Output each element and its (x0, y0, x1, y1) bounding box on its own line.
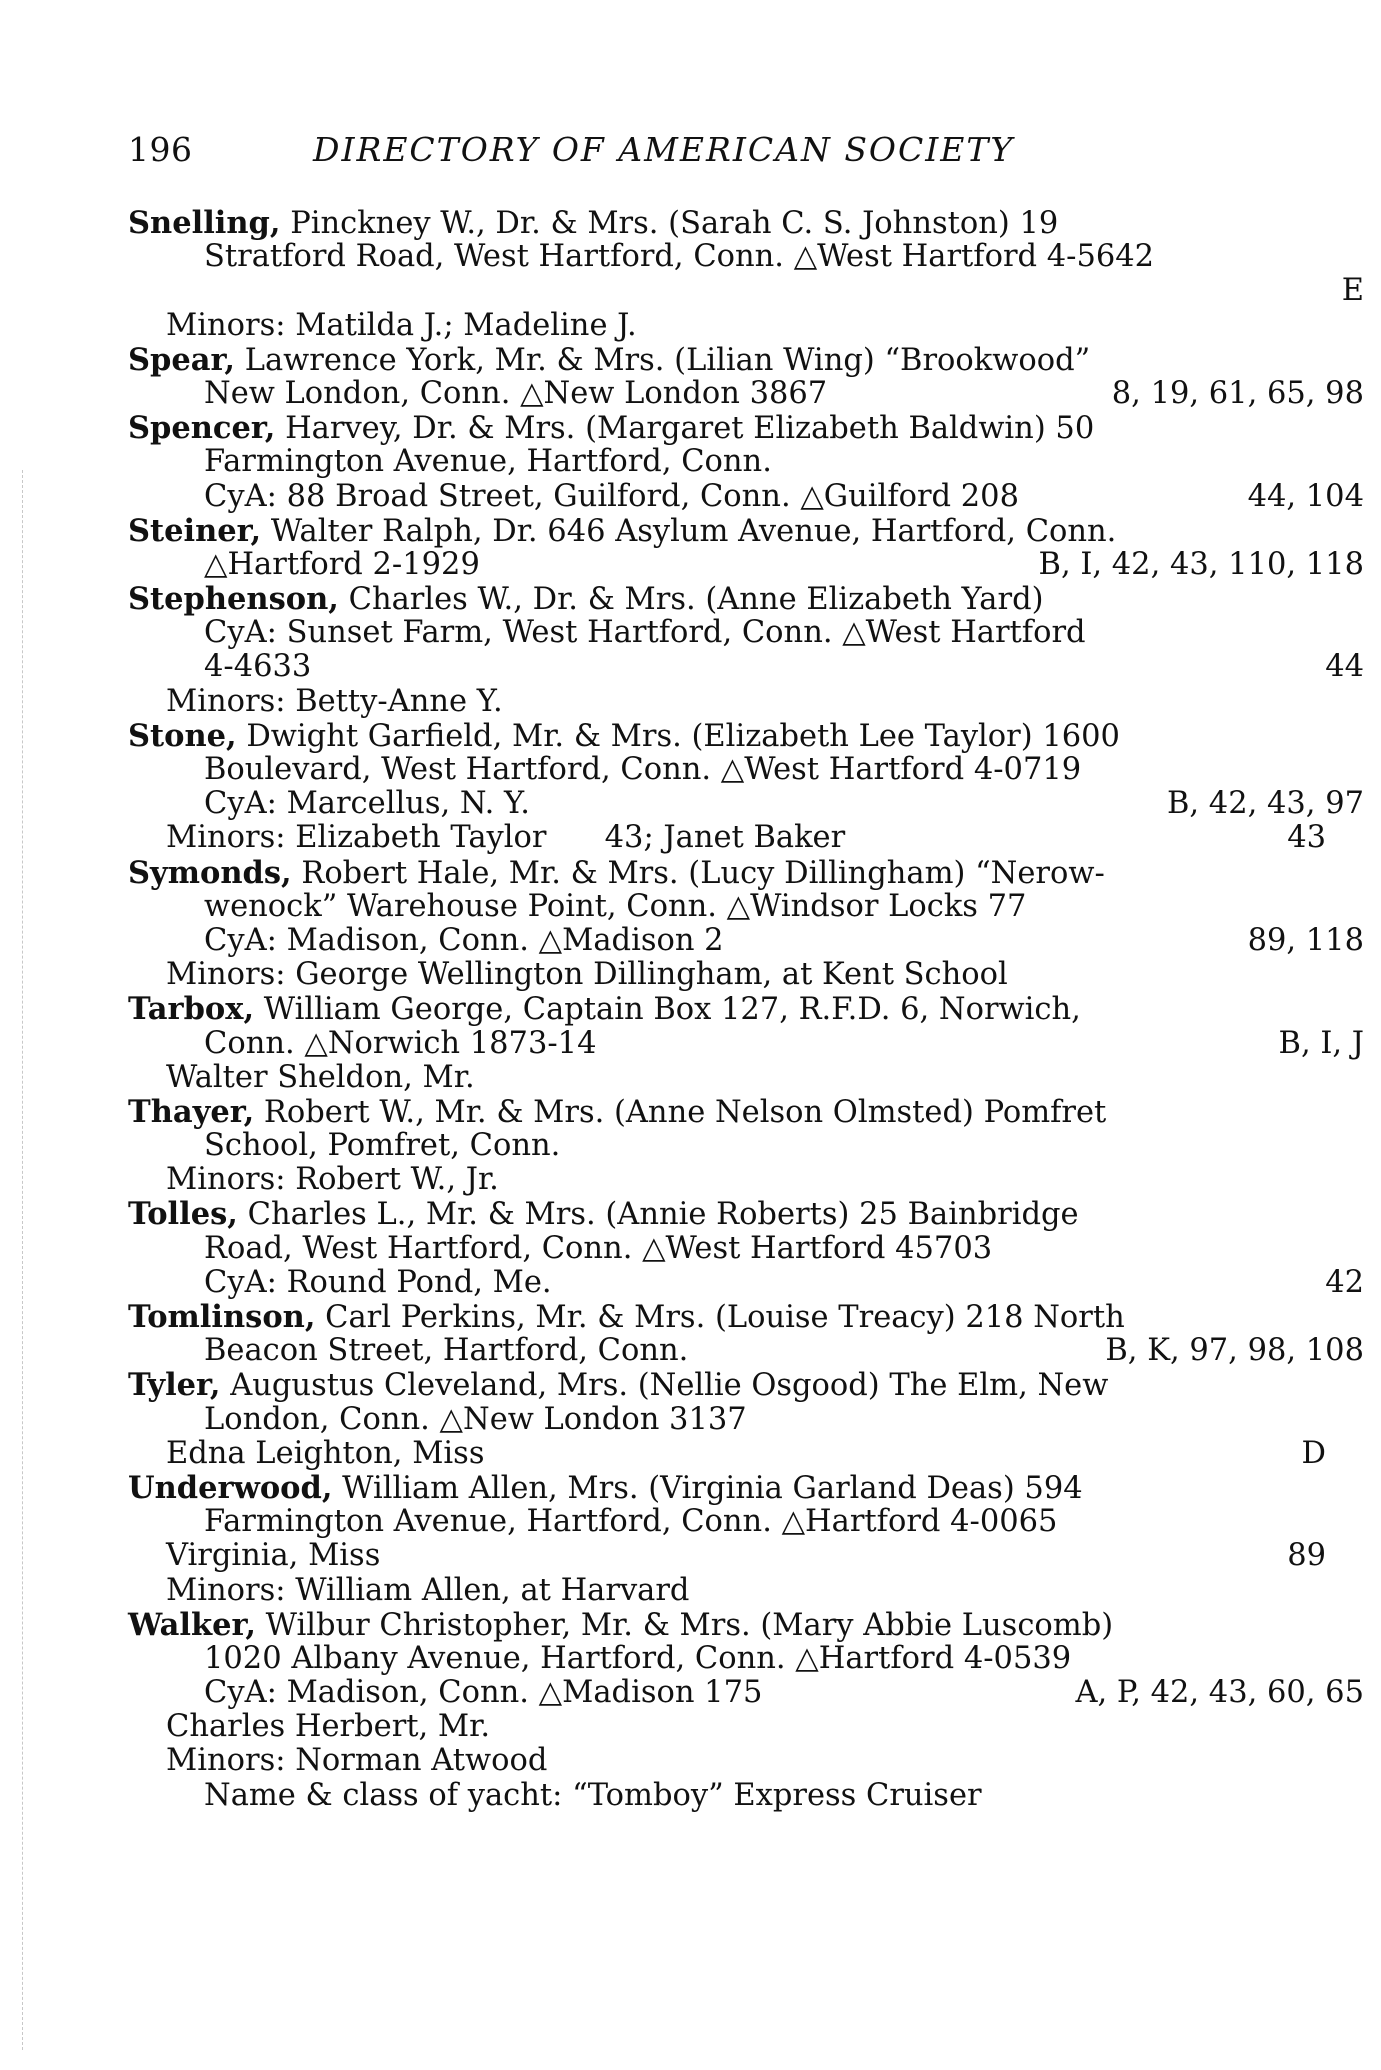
entry-codes: B, I, 42, 43, 110, 118 (1038, 546, 1364, 582)
entry-line (128, 1368, 1288, 1402)
entry-text (128, 411, 1094, 446)
entry-text (204, 787, 530, 821)
entry-body: Farmington Avenue, Hartford, Conn. △Hartford 4-0065 (204, 1504, 1058, 1540)
entry-body: Wilbur Christopher, Mr. & Mrs. (Mary Abbie Luscomb) (255, 1607, 1114, 1643)
entry-line (128, 1197, 1288, 1231)
entry-body: Charles L., Mr. & Mrs. (Annie Roberts) 25 Bainbridge (237, 1197, 1079, 1233)
entry-codes: 89, 118 (1247, 922, 1364, 958)
entry-line (128, 1779, 1364, 1813)
entry-text (166, 1574, 689, 1608)
entry-text (204, 377, 827, 411)
entry-surname: Steiner, (128, 512, 262, 549)
entry-body: CyA: Madison, Conn. △Madison 175 (204, 1675, 763, 1711)
entry-body: Harvey, Dr. & Mrs. (Margaret Elizabeth Baldwin) 50 (275, 411, 1095, 447)
entry-body: Charles Herbert, Mr. (166, 1709, 491, 1745)
entry-line (128, 616, 1364, 650)
entry-line (128, 719, 1288, 753)
entry-text (128, 582, 1044, 617)
entry-body: Minors: Elizabeth Taylor 43; Janet Baker (166, 820, 846, 856)
entry-text (128, 856, 1105, 891)
entry-line (128, 1095, 1288, 1129)
entry-body: Minors: George Wellington Dillingham, at Kent School (166, 957, 1008, 993)
entry-surname: Tolles, (128, 1196, 238, 1233)
entry-line (128, 1608, 1288, 1642)
entry-body: New London, Conn. △New London 3867 (204, 375, 828, 411)
entry-text (128, 206, 1058, 241)
entry-line (128, 1129, 1364, 1163)
entry-line (128, 1027, 1364, 1061)
entry-surname: Tarbox, (128, 991, 255, 1028)
entry-body: Augustus Cleveland, Mrs. (Nellie Osgood) The Elm, New (220, 1368, 1109, 1404)
entry-codes: E (1341, 273, 1364, 309)
entry-line (128, 1710, 1326, 1744)
entry-text (166, 1061, 475, 1095)
entry-body: Walter Sheldon, Mr. (166, 1059, 475, 1095)
entry-line (128, 1334, 1364, 1368)
entry-text (204, 1334, 688, 1368)
entry-body: Conn. △Norwich 1873-14 (204, 1025, 597, 1061)
entry-line (128, 1676, 1364, 1710)
entry-text (128, 992, 1081, 1027)
entry-body: Stratford Road, West Hartford, Conn. △West Hartford 4-5642 (204, 239, 1155, 275)
entry-line (128, 1642, 1364, 1676)
entry-codes: 8, 19, 61, 65, 98 (1111, 375, 1364, 411)
page-edge-line (22, 470, 23, 2050)
entry-body: Virginia, Miss (166, 1538, 381, 1574)
entry-line (128, 1539, 1326, 1573)
entry-text (128, 1368, 1108, 1403)
entry-line (128, 240, 1364, 274)
entry-text (128, 1471, 1083, 1506)
entry-line (128, 1471, 1288, 1505)
entry-line (128, 992, 1288, 1026)
entry-text (128, 1095, 1106, 1130)
entry-surname: Stephenson, (128, 581, 339, 618)
entry-line (128, 274, 1364, 308)
entry-body: Robert Hale, Mr. & Mrs. (Lucy Dillingham) “Nerow- (291, 855, 1105, 891)
entry-text (204, 1676, 762, 1710)
entry-line (128, 445, 1364, 479)
entry-body: William Allen, Mrs. (Virginia Garland Deas) 594 (332, 1470, 1083, 1506)
entry-line (128, 1061, 1326, 1095)
entry-surname: Symonds, (128, 854, 292, 891)
entry-surname: Tomlinson, (128, 1299, 316, 1335)
entry-body: 4-4633 (204, 649, 312, 685)
page-title: DIRECTORY OF AMERICAN SOCIETY (313, 130, 1015, 169)
entry-line (128, 1505, 1364, 1539)
entry-body: Minors: Matilda J.; Madeline J. (166, 307, 637, 343)
entry-body: Minors: William Allen, at Harvard (166, 1572, 690, 1608)
entry-body: Charles W., Dr. & Mrs. (Anne Elizabeth Yard) (338, 582, 1044, 618)
entry-text (204, 548, 480, 582)
entry-line (128, 1574, 1326, 1608)
entry-text (166, 1744, 547, 1778)
entry-text (166, 685, 503, 719)
entry-line (128, 1163, 1326, 1197)
entry-body: Carl Perkins, Mr. & Mrs. (Louise Treacy) 218 North (315, 1300, 1125, 1335)
entry-surname: Stone, (128, 717, 237, 754)
entry-line (128, 1744, 1326, 1778)
entry-line (128, 924, 1364, 958)
entry-line (128, 1403, 1364, 1437)
entry-text (204, 1129, 560, 1163)
entry-surname: Tyler, (128, 1367, 221, 1404)
entry-text (128, 343, 1090, 378)
entry-text (204, 890, 1026, 924)
entry-line (128, 411, 1288, 445)
entry-text (166, 958, 1008, 992)
entry-text (204, 480, 1019, 514)
entry-codes: 43 (1287, 820, 1326, 856)
entry-codes: D (1301, 1435, 1326, 1471)
entry-line (128, 206, 1288, 240)
entry-body: Minors: Betty-Anne Y. (166, 683, 503, 719)
entry-line (128, 856, 1288, 890)
entry-codes: 44 (1325, 649, 1364, 685)
entry-body: Edna Leighton, Miss (166, 1435, 485, 1471)
page-header (128, 130, 1288, 190)
entry-body: Lawrence York, Mr. & Mrs. (Lilian Wing) “Brookwood” (235, 342, 1091, 378)
entry-body: Dwight Garfield, Mr. & Mrs. (Elizabeth Lee Taylor) 1600 (236, 718, 1120, 754)
directory-page (128, 130, 1364, 1813)
entry-text (204, 753, 1081, 787)
entry-body: London, Conn. △New London 3137 (204, 1401, 747, 1437)
entry-text (128, 1300, 1125, 1335)
page-number: 196 (128, 130, 193, 169)
entry-body: Road, West Hartford, Conn. △West Hartford 45703 (204, 1230, 993, 1266)
entry-line (128, 787, 1364, 821)
entry-text (166, 1163, 499, 1197)
entry-body: Boulevard, West Hartford, Conn. △West Hartford 4-0719 (204, 752, 1082, 787)
entry-body: Pinckney W., Dr. & Mrs. (Sarah C. S. Johnston) 19 (280, 206, 1059, 241)
entry-text (128, 1608, 1113, 1643)
entry-line (128, 1232, 1364, 1266)
entry-line (128, 650, 1364, 684)
entry-codes: B, 42, 43, 97 (1166, 786, 1364, 822)
entry-body: wenock” Warehouse Point, Conn. △Windsor Locks 77 (204, 888, 1027, 924)
entry-line (128, 821, 1326, 855)
entry-line (128, 890, 1364, 924)
entry-surname: Walker, (128, 1606, 256, 1643)
entry-body: Minors: Norman Atwood (166, 1743, 548, 1779)
directory-entries (128, 205, 1364, 1813)
entry-body: CyA: 88 Broad Street, Guilford, Conn. △Guilford 208 (204, 478, 1019, 514)
entry-body: Robert W., Mr. & Mrs. (Anne Nelson Olmsted) Pomfret (254, 1094, 1107, 1130)
entry-codes: B, I, J (1278, 1025, 1364, 1061)
entry-codes: A, P, 42, 43, 60, 65 (1075, 1675, 1364, 1711)
entry-body: △Hartford 2-1929 (204, 546, 480, 582)
entry-body: CyA: Sunset Farm, West Hartford, Conn. △West Hartford (204, 615, 1086, 651)
entry-text (204, 650, 311, 684)
entry-body: CyA: Round Pond, Me. (204, 1264, 552, 1300)
entry-text (204, 1266, 552, 1300)
entry-line (128, 480, 1364, 514)
entry-line (128, 514, 1288, 548)
entry-codes: 42 (1325, 1264, 1364, 1300)
entry-line (128, 685, 1326, 719)
entry-text (204, 1027, 596, 1061)
entry-line (128, 548, 1364, 582)
entry-body: Farmington Avenue, Hartford, Conn. (204, 444, 772, 480)
entry-line (128, 753, 1364, 787)
entry-text (204, 1779, 982, 1813)
entry-text (166, 821, 845, 855)
entry-line (128, 582, 1288, 616)
entry-body: Minors: Robert W., Jr. (166, 1162, 499, 1198)
entry-body: 1020 Albany Avenue, Hartford, Conn. △Hartford 4-0539 (204, 1640, 1072, 1676)
entry-codes: 44, 104 (1247, 478, 1364, 514)
entry-line (128, 309, 1326, 343)
entry-text (204, 1232, 992, 1266)
entry-line (128, 1266, 1364, 1300)
entry-text (204, 1642, 1071, 1676)
entry-line (128, 1437, 1326, 1471)
entry-body: William George, Captain Box 127, R.F.D. 6, Norwich, (254, 992, 1081, 1028)
entry-text (166, 1539, 380, 1573)
entry-surname: Snelling, (128, 205, 281, 241)
entry-body: Walter Ralph, Dr. 646 Asylum Avenue, Hartford, Conn. (261, 513, 1117, 549)
entry-text (128, 1197, 1079, 1232)
entry-codes: 89 (1287, 1538, 1326, 1574)
entry-surname: Spencer, (128, 410, 276, 447)
entry-body: Name & class of yacht: “Tomboy” Express Cruiser (204, 1777, 982, 1813)
entry-text (204, 924, 724, 958)
entry-text (166, 1437, 484, 1471)
entry-text (204, 1505, 1057, 1539)
entry-body: School, Pomfret, Conn. (204, 1128, 561, 1164)
entry-body: CyA: Madison, Conn. △Madison 2 (204, 922, 724, 958)
entry-surname: Underwood, (128, 1469, 333, 1506)
entry-line (128, 377, 1364, 411)
entry-line (128, 343, 1288, 377)
entry-text (128, 514, 1116, 549)
entry-line (128, 958, 1326, 992)
entry-text (128, 719, 1120, 754)
entry-text (204, 240, 1154, 274)
entry-text (204, 1403, 747, 1437)
entry-surname: Spear, (128, 341, 235, 378)
entry-body: CyA: Marcellus, N. Y. (204, 786, 530, 822)
entry-body: Beacon Street, Hartford, Conn. (204, 1333, 689, 1369)
entry-surname: Thayer, (128, 1093, 255, 1130)
entry-text (204, 445, 772, 479)
entry-text (166, 1710, 490, 1744)
entry-text (204, 616, 1086, 650)
entry-line (128, 1300, 1288, 1334)
entry-codes: B, K, 97, 98, 108 (1105, 1333, 1364, 1369)
entry-text (166, 309, 637, 343)
